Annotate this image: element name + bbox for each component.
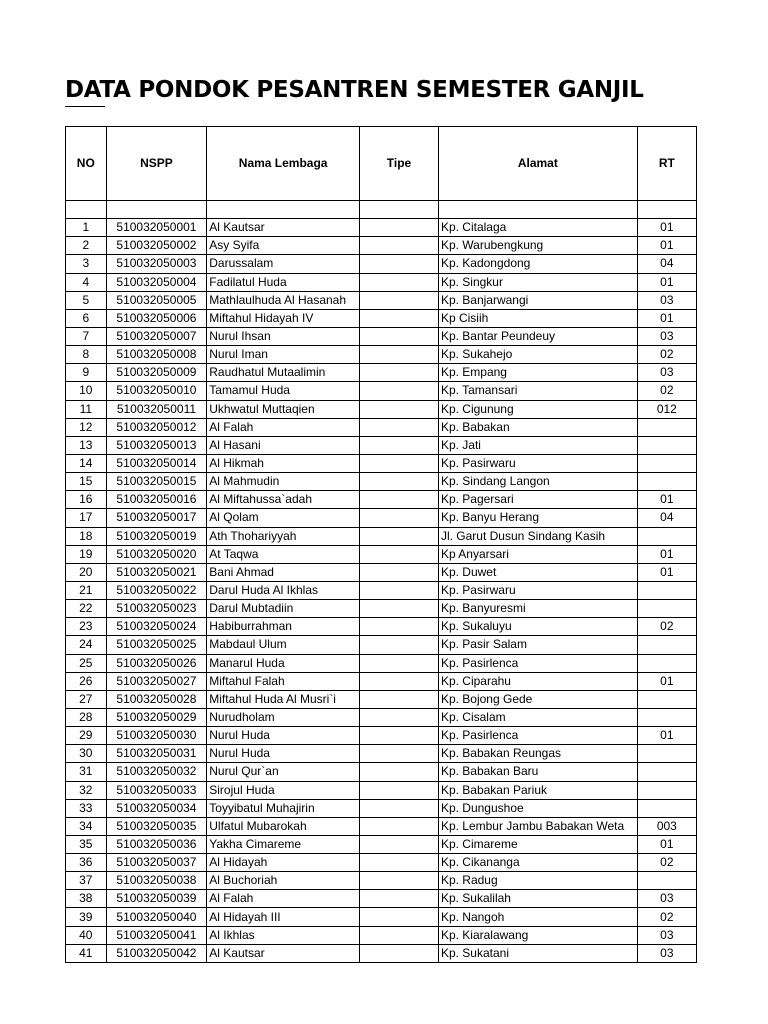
cell-nspp[interactable]: 510032050017 [106,509,207,527]
cell-nama-lembaga[interactable]: Al Kautsar [207,944,360,962]
cell-rt[interactable]: 01 [637,563,696,581]
cell-nama-lembaga[interactable]: Al Ikhlas [207,926,360,944]
cell-rt[interactable]: 003 [637,817,696,835]
cell-tipe[interactable] [360,618,439,636]
cell-alamat[interactable]: Kp Anyarsari [438,545,637,563]
cell-tipe[interactable] [360,255,439,273]
cell-alamat[interactable]: Kp Cisiih [438,309,637,327]
cell-nama-lembaga[interactable]: Raudhatul Mutaalimin [207,364,360,382]
table-row [66,291,697,309]
table-row [66,255,697,273]
table-row [66,309,697,327]
cell-alamat[interactable]: Kp. Cigunung [438,400,637,418]
cell-nama-lembaga[interactable]: Al Mahmudin [207,473,360,491]
cell-no[interactable]: 9 [66,364,107,382]
table-row [66,436,697,454]
cell-tipe[interactable] [360,309,439,327]
table-row [66,454,697,472]
cell-tipe[interactable] [360,327,439,345]
cell-no[interactable]: 8 [66,346,107,364]
cell-no[interactable]: 15 [66,473,107,491]
cell-rt[interactable] [637,600,696,618]
cell-tipe[interactable] [360,890,439,908]
cell-nspp[interactable]: 510032050014 [106,454,207,472]
cell-nama-lembaga[interactable]: Darul Huda Al Ikhlas [207,581,360,599]
cell-nama-lembaga[interactable]: Nurudholam [207,708,360,726]
cell-nspp[interactable]: 510032050030 [106,727,207,745]
table-row [66,219,697,237]
cell-alamat[interactable]: Kp. Babakan Pariuk [438,781,637,799]
cell-nspp[interactable]: 510032050006 [106,309,207,327]
cell-nama-lembaga[interactable]: Fadilatul Huda [207,273,360,291]
cell-no[interactable]: 1 [66,219,107,237]
table-row [66,545,697,563]
cell-rt[interactable] [637,745,696,763]
cell-nama-lembaga[interactable]: Toyyibatul Muhajirin [207,799,360,817]
table-row [66,854,697,872]
table-row [66,581,697,599]
cell-nspp[interactable]: 510032050022 [106,581,207,599]
cell-rt[interactable]: 03 [637,364,696,382]
table-row [66,781,697,799]
cell-nspp[interactable]: 510032050002 [106,237,207,255]
cell-nama-lembaga[interactable]: Al Hidayah III [207,908,360,926]
table-row [66,473,697,491]
cell-no[interactable]: 6 [66,309,107,327]
cell-rt[interactable]: 03 [637,926,696,944]
table-row [66,418,697,436]
cell-nspp[interactable]: 510032050032 [106,763,207,781]
cell-alamat[interactable]: Kp. Dungushoe [438,799,637,817]
cell-nama-lembaga[interactable]: Al Falah [207,418,360,436]
cell-nama-lembaga[interactable]: Darussalam [207,255,360,273]
cell-alamat[interactable]: Kp. Cimareme [438,835,637,853]
cell-alamat[interactable]: Kp. Sukatani [438,944,637,962]
cell-tipe[interactable] [360,654,439,672]
cell-no[interactable]: 13 [66,436,107,454]
cell-tipe[interactable] [360,763,439,781]
cell-nama-lembaga[interactable]: Al Buchoriah [207,872,360,890]
table-row [66,527,697,545]
cell-tipe[interactable] [360,799,439,817]
cell-tipe[interactable] [360,563,439,581]
cell-no[interactable]: 32 [66,781,107,799]
cell-nspp[interactable]: 510032050026 [106,654,207,672]
cell-tipe[interactable] [360,908,439,926]
header-alamat: Alamat [438,127,637,201]
cell-rt[interactable]: 03 [637,890,696,908]
cell-no[interactable]: 4 [66,273,107,291]
cell-tipe[interactable] [360,273,439,291]
cell-rt[interactable] [637,781,696,799]
cell-nspp[interactable]: 510032050009 [106,364,207,382]
cell-tipe[interactable] [360,509,439,527]
cell-alamat[interactable]: Kp. Warubengkung [438,237,637,255]
cell-rt[interactable]: 01 [637,309,696,327]
cell-nspp[interactable]: 510032050011 [106,400,207,418]
cell-rt[interactable]: 02 [637,908,696,926]
cell-rt[interactable]: 03 [637,291,696,309]
table-row [66,327,697,345]
cell-nama-lembaga[interactable]: Al Qolam [207,509,360,527]
cell-tipe[interactable] [360,854,439,872]
cell-tipe[interactable] [360,491,439,509]
header-nspp: NSPP [106,127,207,201]
cell-no[interactable]: 3 [66,255,107,273]
cell-no[interactable]: 16 [66,491,107,509]
cell-no[interactable]: 36 [66,854,107,872]
table-row [66,600,697,618]
cell-rt[interactable]: 02 [637,382,696,400]
cell-rt[interactable] [637,763,696,781]
cell-tipe[interactable] [360,727,439,745]
table-row [66,944,697,962]
cell-no[interactable]: 29 [66,727,107,745]
cell-tipe[interactable] [360,400,439,418]
cell-no[interactable]: 40 [66,926,107,944]
cell-alamat[interactable]: Kp. Pasir Salam [438,636,637,654]
cell-rt[interactable] [637,436,696,454]
table-row [66,799,697,817]
cell-tipe[interactable] [360,545,439,563]
cell-nama-lembaga[interactable]: Manarul Huda [207,654,360,672]
cell-alamat[interactable]: Kp. Citalaga [438,219,637,237]
table-row [66,636,697,654]
cell-rt[interactable]: 02 [637,346,696,364]
cell-nspp[interactable]: 510032050036 [106,835,207,853]
cell-no[interactable]: 30 [66,745,107,763]
cell-nspp[interactable]: 510032050033 [106,781,207,799]
table-row [66,400,697,418]
cell-no[interactable]: 25 [66,654,107,672]
cell-alamat[interactable]: Kp. Kadongdong [438,255,637,273]
cell-rt[interactable]: 01 [637,273,696,291]
table-row [66,346,697,364]
cell-no[interactable]: 41 [66,944,107,962]
table-row [66,654,697,672]
cell-tipe[interactable] [360,418,439,436]
cell-nama-lembaga[interactable]: At Taqwa [207,545,360,563]
cell-nspp[interactable]: 510032050007 [106,327,207,345]
cell-tipe[interactable] [360,745,439,763]
cell-no[interactable]: 20 [66,563,107,581]
cell-no[interactable]: 14 [66,454,107,472]
cell-no[interactable]: 28 [66,708,107,726]
cell-no[interactable]: 27 [66,690,107,708]
cell-no[interactable]: 23 [66,618,107,636]
cell-alamat[interactable]: Kp. Radug [438,872,637,890]
cell-nama-lembaga[interactable]: Nurul Ihsan [207,327,360,345]
table-row [66,835,697,853]
cell-alamat[interactable]: Kp. Jati [438,436,637,454]
cell-tipe[interactable] [360,708,439,726]
cell-no[interactable]: 33 [66,799,107,817]
cell-no[interactable]: 22 [66,600,107,618]
cell-nama-lembaga[interactable]: Al Kautsar [207,219,360,237]
cell-nspp[interactable]: 510032050024 [106,618,207,636]
cell-no[interactable]: 37 [66,872,107,890]
cell-alamat[interactable]: Kp. Banyuresmi [438,600,637,618]
cell-rt[interactable]: 01 [637,219,696,237]
cell-nspp[interactable]: 510032050028 [106,690,207,708]
cell-nama-lembaga[interactable]: Miftahul Hidayah IV [207,309,360,327]
cell-nspp[interactable]: 510032050004 [106,273,207,291]
cell-no[interactable]: 31 [66,763,107,781]
cell-nama-lembaga[interactable]: Sirojul Huda [207,781,360,799]
table-row [66,908,697,926]
cell-no[interactable]: 21 [66,581,107,599]
cell-alamat[interactable]: Kp. Bojong Gede [438,690,637,708]
table-row [66,872,697,890]
cell-alamat[interactable]: Kp. Nangoh [438,908,637,926]
cell-nspp[interactable]: 510032050010 [106,382,207,400]
cell-alamat[interactable]: Kp. Sukahejo [438,346,637,364]
cell-nama-lembaga[interactable]: Al Hasani [207,436,360,454]
cell-alamat[interactable]: Kp. Sindang Langon [438,473,637,491]
cell-nspp[interactable]: 510032050012 [106,418,207,436]
spacer-row [66,201,697,219]
cell-nspp[interactable]: 510032050013 [106,436,207,454]
cell-alamat[interactable]: Kp. Pasirlenca [438,727,637,745]
cell-alamat[interactable]: Kp. Banjarwangi [438,291,637,309]
cell-no[interactable]: 24 [66,636,107,654]
pesantren-table [65,126,697,963]
cell-rt[interactable] [637,473,696,491]
cell-nspp[interactable]: 510032050001 [106,219,207,237]
cell-nama-lembaga[interactable]: Ath Thohariyyah [207,527,360,545]
cell-rt[interactable] [637,581,696,599]
cell-nspp[interactable]: 510032050003 [106,255,207,273]
table-row [66,727,697,745]
cell-rt[interactable] [637,454,696,472]
cell-nama-lembaga[interactable]: Nurul Huda [207,727,360,745]
cell-tipe[interactable] [360,291,439,309]
cell-rt[interactable] [637,690,696,708]
cell-tipe[interactable] [360,781,439,799]
cell-rt[interactable]: 01 [637,835,696,853]
cell-rt[interactable]: 01 [637,545,696,563]
cell-nspp[interactable]: 510032050034 [106,799,207,817]
cell-nspp[interactable]: 510032050031 [106,745,207,763]
cell-alamat[interactable]: Kp. Empang [438,364,637,382]
cell-tipe[interactable] [360,237,439,255]
cell-alamat[interactable]: Kp. Bantar Peundeuy [438,327,637,345]
cell-nspp[interactable]: 510032050042 [106,944,207,962]
cell-tipe[interactable] [360,364,439,382]
cell-nspp[interactable]: 510032050016 [106,491,207,509]
header-no: NO [66,127,107,201]
cell-tipe[interactable] [360,690,439,708]
cell-tipe[interactable] [360,600,439,618]
cell-tipe[interactable] [360,636,439,654]
cell-nspp[interactable]: 510032050027 [106,672,207,690]
table-row [66,563,697,581]
cell-nspp[interactable]: 510032050040 [106,908,207,926]
table-row [66,237,697,255]
cell-rt[interactable] [637,872,696,890]
cell-tipe[interactable] [360,382,439,400]
table-row [66,672,697,690]
cell-alamat[interactable]: Kp. Banyu Herang [438,509,637,527]
cell-alamat[interactable]: Kp. Babakan Reungas [438,745,637,763]
table-row [66,690,697,708]
cell-nama-lembaga[interactable]: Ulfatul Mubarokah [207,817,360,835]
cell-no[interactable]: 12 [66,418,107,436]
cell-tipe[interactable] [360,835,439,853]
cell-rt[interactable]: 01 [637,672,696,690]
cell-nspp[interactable]: 510032050041 [106,926,207,944]
cell-tipe[interactable] [360,527,439,545]
cell-nama-lembaga[interactable]: Habiburrahman [207,618,360,636]
table-row [66,618,697,636]
cell-tipe[interactable] [360,926,439,944]
cell-rt[interactable]: 04 [637,509,696,527]
cell-nspp[interactable]: 510032050039 [106,890,207,908]
cell-no[interactable]: 7 [66,327,107,345]
cell-alamat[interactable]: Kp. Kiaralawang [438,926,637,944]
cell-tipe[interactable] [360,454,439,472]
cell-alamat[interactable]: Kp. Duwet [438,563,637,581]
cell-nama-lembaga[interactable]: Al Hidayah [207,854,360,872]
table-row [66,491,697,509]
table-row [66,763,697,781]
cell-tipe[interactable] [360,346,439,364]
cell-no[interactable]: 38 [66,890,107,908]
cell-no[interactable]: 10 [66,382,107,400]
cell-no[interactable]: 34 [66,817,107,835]
cell-rt[interactable]: 01 [637,491,696,509]
table-row [66,273,697,291]
cell-alamat[interactable]: Kp. Pasirlenca [438,654,637,672]
cell-alamat[interactable]: Kp. Cisalam [438,708,637,726]
cell-nama-lembaga[interactable]: Nurul Iman [207,346,360,364]
cell-rt[interactable]: 02 [637,854,696,872]
cell-no[interactable]: 5 [66,291,107,309]
cell-no[interactable]: 35 [66,835,107,853]
cell-alamat[interactable]: Kp. Pasirwaru [438,581,637,599]
page-title: DATA PONDOK PESANTREN SEMESTER GANJIL [65,77,644,103]
cell-tipe[interactable] [360,473,439,491]
cell-tipe[interactable] [360,817,439,835]
cell-nama-lembaga[interactable]: Bani Ahmad [207,563,360,581]
cell-nama-lembaga[interactable]: Asy Syifa [207,237,360,255]
table-row [66,708,697,726]
cell-nama-lembaga[interactable]: Nurul Huda [207,745,360,763]
cell-alamat[interactable]: Kp. Sukalilah [438,890,637,908]
table-row [66,926,697,944]
cell-rt[interactable]: 03 [637,944,696,962]
cell-alamat[interactable]: Kp. Pasirwaru [438,454,637,472]
cell-nama-lembaga[interactable]: Darul Mubtadiin [207,600,360,618]
cell-alamat[interactable]: Kp. Pagersari [438,491,637,509]
cell-tipe[interactable] [360,872,439,890]
cell-rt[interactable]: 01 [637,727,696,745]
cell-alamat[interactable]: Jl. Garut Dusun Sindang Kasih [438,527,637,545]
cell-nspp[interactable]: 510032050005 [106,291,207,309]
cell-tipe[interactable] [360,219,439,237]
cell-no[interactable]: 2 [66,237,107,255]
cell-nspp[interactable]: 510032050021 [106,563,207,581]
cell-rt[interactable]: 03 [637,327,696,345]
cell-nama-lembaga[interactable]: Yakha Cimareme [207,835,360,853]
cell-nama-lembaga[interactable]: Mabdaul Ulum [207,636,360,654]
cell-nama-lembaga[interactable]: Nurul Qur`an [207,763,360,781]
cell-alamat[interactable]: Kp. Lembur Jambu Babakan Weta [438,817,637,835]
cell-no[interactable]: 39 [66,908,107,926]
cell-alamat[interactable]: Kp. Tamansari [438,382,637,400]
cell-tipe[interactable] [360,581,439,599]
table-row [66,817,697,835]
cell-tipe[interactable] [360,436,439,454]
table-header-row [66,127,697,201]
cell-nspp[interactable]: 510032050019 [106,527,207,545]
cell-no[interactable]: 11 [66,400,107,418]
cell-no[interactable]: 26 [66,672,107,690]
table-row [66,364,697,382]
cell-rt[interactable]: 01 [637,237,696,255]
cell-alamat[interactable]: Kp. Sukaluyu [438,618,637,636]
cell-nspp[interactable]: 510032050035 [106,817,207,835]
table-row [66,382,697,400]
cell-nama-lembaga[interactable]: Ukhwatul Muttaqien [207,400,360,418]
cell-nspp[interactable]: 510032050029 [106,708,207,726]
header-nama-lembaga: Nama Lembaga [207,127,360,201]
cell-nama-lembaga[interactable]: Tamamul Huda [207,382,360,400]
cell-nspp[interactable]: 510032050015 [106,473,207,491]
cell-alamat[interactable]: Kp. Babakan [438,418,637,436]
cell-no[interactable]: 19 [66,545,107,563]
cell-alamat[interactable]: Kp. Cikananga [438,854,637,872]
table-row [66,509,697,527]
cell-nama-lembaga[interactable]: Mathlaulhuda Al Hasanah [207,291,360,309]
cell-nama-lembaga[interactable]: Al Falah [207,890,360,908]
cell-nspp[interactable]: 510032050020 [106,545,207,563]
cell-rt[interactable] [637,654,696,672]
cell-nama-lembaga[interactable]: Al Hikmah [207,454,360,472]
cell-nama-lembaga[interactable]: Miftahul Huda Al Musri`i [207,690,360,708]
header-tipe: Tipe [360,127,439,201]
cell-rt[interactable] [637,418,696,436]
cell-no[interactable]: 18 [66,527,107,545]
table-body [66,201,697,963]
table-row [66,890,697,908]
cell-nspp[interactable]: 510032050037 [106,854,207,872]
cell-rt[interactable] [637,527,696,545]
cell-alamat[interactable]: Kp. Singkur [438,273,637,291]
cell-rt[interactable]: 02 [637,618,696,636]
header-rt: RT [637,127,696,201]
cell-rt[interactable]: 04 [637,255,696,273]
cell-nama-lembaga[interactable]: Al Miftahussa`adah [207,491,360,509]
cell-nspp[interactable]: 510032050023 [106,600,207,618]
cell-tipe[interactable] [360,944,439,962]
cell-tipe[interactable] [360,672,439,690]
cell-rt[interactable]: 012 [637,400,696,418]
cell-nspp[interactable]: 510032050038 [106,872,207,890]
cell-nspp[interactable]: 510032050008 [106,346,207,364]
cell-nspp[interactable]: 510032050025 [106,636,207,654]
cell-nama-lembaga[interactable]: Miftahul Falah [207,672,360,690]
cell-rt[interactable] [637,799,696,817]
cell-alamat[interactable]: Kp. Babakan Baru [438,763,637,781]
cell-rt[interactable] [637,636,696,654]
cell-no[interactable]: 17 [66,509,107,527]
cell-rt[interactable] [637,708,696,726]
cell-alamat[interactable]: Kp. Ciparahu [438,672,637,690]
table-row [66,745,697,763]
